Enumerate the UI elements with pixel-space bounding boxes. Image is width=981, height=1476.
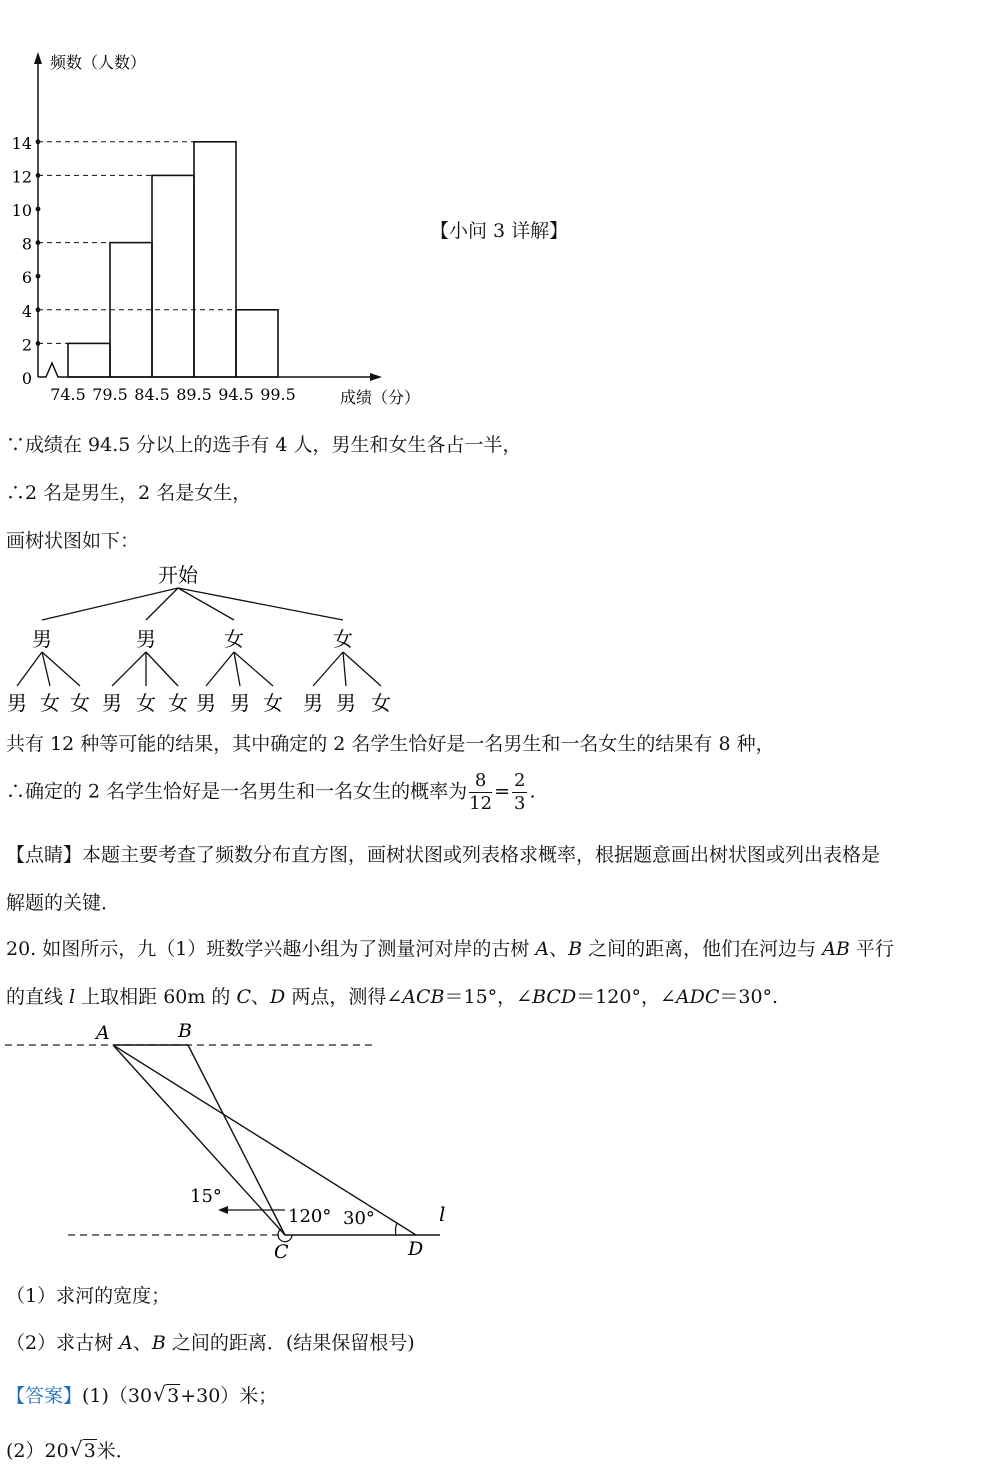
tree-level2-node: 男 (102, 691, 122, 715)
label-30: 30° (343, 1208, 375, 1229)
label-l: l (439, 1202, 446, 1226)
line-3: 画树状图如下： (6, 530, 140, 552)
sep: 、 (549, 938, 569, 960)
equals: = (494, 780, 510, 803)
x-axis (38, 363, 370, 377)
tree-level2-node: 女 (136, 691, 156, 715)
tree-branch (146, 588, 178, 620)
var-a: A (535, 938, 550, 960)
sub3-heading: 【小问 3 详解】 (430, 220, 569, 242)
line-1: ∵成绩在 94.5 分以上的选手有 4 人，男生和女生各占一半， (6, 434, 522, 456)
line-5-text: ∴确定的 2 名学生恰好是一名男生和一名女生的概率为 (6, 780, 468, 803)
tree-branch (146, 652, 178, 686)
var-l: l (69, 986, 76, 1008)
arrow-head (218, 1206, 228, 1214)
text: ＝120°，∠ (576, 986, 676, 1008)
var-ab: AB (822, 938, 850, 960)
text: 之间的距离．(结果保留根号) (165, 1332, 415, 1354)
var-c: C (236, 986, 252, 1008)
x-axis-arrow (370, 373, 382, 381)
text: 之间的距离，他们在河边与 (582, 938, 823, 960)
x-axis-label: 成绩（分） (340, 388, 421, 407)
y-tick-label: 0 (21, 369, 32, 388)
sub-question-1: （1）求河的宽度； (6, 1285, 171, 1307)
denominator: 3 (514, 793, 526, 814)
var-d: D (270, 986, 286, 1008)
tree-branch (42, 588, 178, 620)
y-tick-label: 14 (11, 133, 32, 153)
tree-level2-node: 女 (263, 691, 283, 715)
label-d: D (408, 1238, 424, 1260)
tree-branch (178, 588, 343, 620)
tree-level2-node: 男 (303, 691, 323, 715)
fraction-2-3 (512, 770, 527, 815)
answer-label: 【答案】 (6, 1385, 83, 1407)
angle-acb: ACB (402, 986, 445, 1008)
label-c: C (274, 1241, 289, 1263)
line-5 (6, 770, 536, 815)
river-figure (0, 1015, 460, 1265)
histogram-bar (194, 142, 236, 377)
q20-line-2 (6, 982, 778, 1009)
tree-branch (343, 652, 381, 686)
text: 20. 如图所示，九（1）班数学兴趣小组为了测量河对岸的古树 (6, 938, 536, 960)
y-tick-label: 12 (11, 167, 32, 187)
text: ＝15°，∠ (444, 986, 533, 1008)
y-tick-dot (36, 207, 41, 212)
tree-level1-node: 女 (224, 627, 244, 651)
tree-branch (42, 652, 80, 686)
text: （2）求古树 (6, 1332, 120, 1354)
text: (2）20 (6, 1440, 69, 1462)
x-tick-label: 94.5 (218, 385, 254, 404)
y-tick-label: 10 (11, 201, 32, 220)
sub-question-2 (6, 1328, 415, 1355)
sqrt-3: √ 3 (83, 1439, 97, 1462)
var-b: B (568, 938, 583, 960)
label-120: 120° (288, 1206, 332, 1227)
text: +30）米； (180, 1385, 278, 1407)
angle-arc-d (396, 1223, 397, 1235)
x-tick-label: 84.5 (134, 385, 170, 404)
tree-branch (17, 652, 42, 686)
tree-level2-node: 女 (40, 691, 60, 715)
tree-diagram (0, 558, 410, 718)
text: 的直线 (6, 986, 70, 1008)
var-b: B (151, 1332, 166, 1354)
tree-level2-node: 女 (168, 691, 188, 715)
tree-level1-node: 男 (136, 627, 156, 651)
note-line-1: 【点睛】本题主要考查了频数分布直方图，画树状图或列表格求概率，根据题意画出树状图或列出表格是 (6, 844, 881, 866)
histogram-bar (68, 343, 110, 377)
label-b: B (178, 1020, 192, 1042)
tree-level2-node: 女 (371, 691, 391, 715)
tree-level2-node: 女 (70, 691, 90, 715)
tree-branch (343, 652, 346, 686)
x-tick-label: 74.5 (50, 385, 86, 404)
label-a: A (96, 1022, 110, 1044)
x-tick-label: 79.5 (92, 385, 128, 404)
var-a: A (119, 1332, 133, 1354)
tree-level2-node: 男 (336, 691, 356, 715)
y-axis-arrow (34, 52, 42, 64)
text: 米． (96, 1440, 135, 1462)
period: . (529, 780, 536, 803)
denominator: 12 (469, 793, 493, 814)
tree-branch (42, 652, 50, 686)
line-4: 共有 12 种等可能的结果，其中确定的 2 名学生恰好是一名男生和一名女生的结果有 8 种， (6, 733, 775, 755)
text: 上取相距 60m 的 (75, 986, 237, 1008)
y-tick-label: 8 (21, 234, 32, 254)
angle-bcd: BCD (532, 986, 577, 1008)
text: 平行 (849, 938, 894, 960)
y-tick-label: 4 (21, 301, 32, 321)
histogram-bar (152, 175, 194, 377)
tree-level1-node: 女 (333, 627, 353, 651)
tree-branch (206, 652, 234, 686)
y-axis-label: 频数（人数） (50, 53, 147, 72)
text: 两点，测得∠ (285, 986, 403, 1008)
sep: 、 (132, 1332, 152, 1354)
note-line-2: 解题的关键． (6, 892, 121, 914)
answer-line-2 (6, 1436, 135, 1463)
sep: 、 (251, 986, 271, 1008)
y-tick-label: 6 (21, 268, 32, 288)
tree-level2-node: 男 (230, 691, 250, 715)
q20-line-1 (6, 934, 894, 961)
tree-level1-node: 男 (32, 627, 52, 651)
frequency-histogram (0, 40, 440, 410)
tree-branch (234, 652, 273, 686)
text: ＝30°. (719, 986, 779, 1008)
numerator: 8 (469, 770, 492, 793)
sqrt-3: √ 3 (166, 1384, 180, 1407)
text: (1)（30 (82, 1385, 153, 1407)
x-tick-label: 89.5 (176, 385, 212, 404)
label-15: 15° (190, 1186, 222, 1207)
segment-ad (113, 1045, 416, 1235)
angle-adc: ADC (675, 986, 720, 1008)
tree-root: 开始 (158, 563, 198, 587)
y-tick-label: 2 (21, 335, 32, 355)
histogram-bar (236, 310, 278, 377)
y-tick-dot (36, 274, 41, 279)
x-tick-label: 99.5 (260, 385, 296, 404)
answer-line-1 (6, 1381, 277, 1408)
tree-branch (313, 652, 343, 686)
tree-branch (112, 652, 146, 686)
tree-level2-node: 男 (7, 691, 27, 715)
tree-level2-node: 男 (196, 691, 216, 715)
fraction-8-12 (469, 770, 492, 815)
line-2: ∴2 名是男生，2 名是女生， (6, 482, 252, 504)
numerator: 2 (514, 770, 526, 791)
